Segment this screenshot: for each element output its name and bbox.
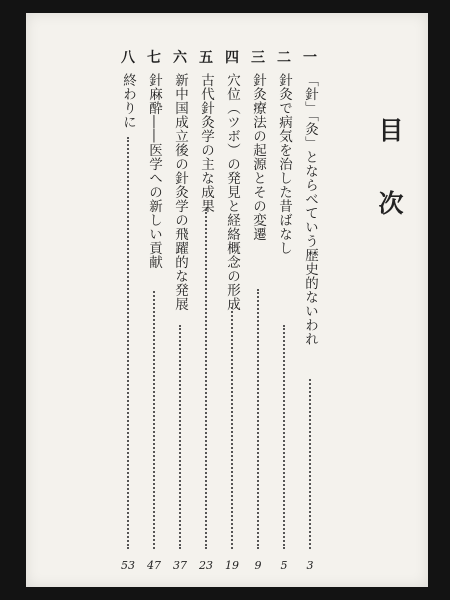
leader-dots <box>179 325 181 549</box>
chapter-number: 五 <box>199 50 213 66</box>
toc-entry <box>168 49 192 572</box>
toc-entry <box>142 49 166 572</box>
chapter-title: 針灸で病気を治した昔ばなし <box>276 73 292 255</box>
leader-dots <box>205 209 207 549</box>
page-number: 9 <box>254 559 262 572</box>
leader-dots <box>257 289 259 549</box>
toc-entry <box>246 49 270 572</box>
leader-dots <box>309 379 311 549</box>
page-number: 3 <box>306 559 314 572</box>
chapter-number: 四 <box>225 50 239 66</box>
chapter-number: 八 <box>121 50 135 66</box>
chapter-title: 古代針灸学の主な成果 <box>198 73 214 213</box>
page-number: 37 <box>173 559 187 572</box>
chapter-number: 一 <box>303 50 317 66</box>
toc-entry <box>298 49 322 572</box>
chapter-title: 穴位（ツボ）の発見と経絡概念の形成 <box>224 73 240 311</box>
chapter-title: 針麻酔――医学への新しい貢献 <box>146 73 162 269</box>
toc-entry <box>116 49 140 572</box>
chapter-number: 七 <box>147 50 161 66</box>
chapter-number: 三 <box>251 50 265 66</box>
page-number: 23 <box>199 559 213 572</box>
leader-dots <box>283 325 285 549</box>
chapter-number: 二 <box>277 50 291 66</box>
toc-heading: 目次 <box>375 117 404 263</box>
toc-entry <box>220 49 244 572</box>
page-number: 19 <box>225 559 239 572</box>
chapter-title: 新中国成立後の針灸学の飛躍的な発展 <box>172 73 188 311</box>
toc-entry <box>272 49 296 572</box>
page-number: 5 <box>280 559 288 572</box>
page-number: 53 <box>121 559 135 572</box>
toc-entry <box>194 49 218 572</box>
chapter-title: 「針」「灸」とならべていう歴史的ないわれ <box>302 73 318 347</box>
chapter-title: 針灸療法の起源とその変遷 <box>250 73 266 241</box>
leader-dots <box>153 291 155 549</box>
leader-dots <box>231 307 233 549</box>
book-page <box>26 13 428 587</box>
chapter-title: 終わりに <box>120 73 136 129</box>
leader-dots <box>127 137 129 549</box>
chapter-number: 六 <box>173 50 187 66</box>
page-number: 47 <box>147 559 161 572</box>
